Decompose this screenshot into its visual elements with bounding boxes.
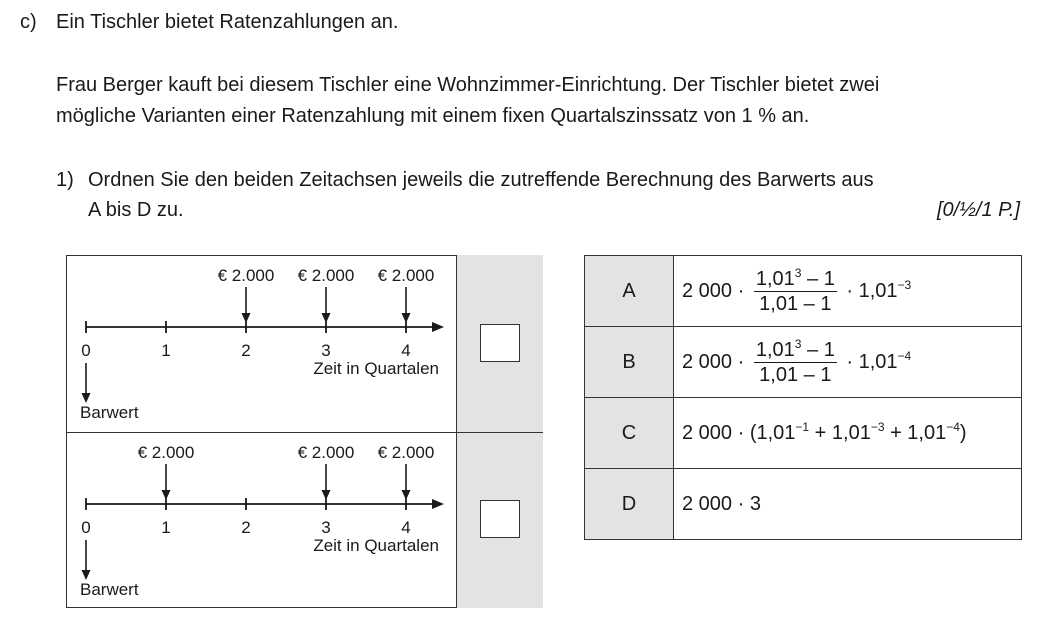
option-letter: A — [585, 256, 674, 327]
exponent: 3 — [794, 265, 802, 280]
option-formula-c — [674, 398, 1022, 469]
answer-checkbox-timeline-2[interactable] — [480, 500, 520, 538]
exponent: 3 — [794, 336, 802, 351]
option-row-d — [585, 469, 1022, 540]
points-indicator: [0/½/1 P.] — [936, 199, 1020, 221]
subtask-number: 1) — [56, 169, 74, 191]
option-formula-d: 2 000 · 3 — [674, 469, 1022, 540]
tick-label: 4 — [401, 518, 411, 537]
exponent: −1 — [795, 419, 810, 434]
timelines-drawing — [66, 255, 456, 608]
down-arrow-icon — [322, 490, 331, 500]
formula-part: 2 000 · (1,01 — [682, 421, 796, 444]
fraction-numerator-rest: – 1 — [801, 338, 835, 361]
formula-tail: · 1,01 — [846, 350, 898, 373]
task-label: c) — [20, 11, 37, 33]
down-arrow-icon — [322, 313, 331, 323]
tick-label: 0 — [81, 341, 91, 360]
fraction-denominator: 1,01 – 1 — [759, 363, 832, 386]
subtask-text-line-1: Ordnen Sie den beiden Zeitachsen jeweils die zutreffende Berechnung des Barwerts aus — [88, 169, 874, 191]
axis-arrow-icon — [432, 499, 444, 509]
payment-label: € 2.000 — [377, 266, 435, 285]
subtask-text-line-2: A bis D zu. — [88, 199, 184, 221]
option-row-a — [585, 256, 1022, 327]
formula-part: + 1,01 — [884, 421, 947, 444]
tick-label: 2 — [241, 518, 251, 537]
formula-base: 2 000 · — [682, 350, 745, 373]
payment-label: € 2.000 — [377, 443, 435, 462]
exponent: −4 — [946, 419, 960, 434]
option-letter: D — [585, 469, 674, 540]
option-row-b — [585, 327, 1022, 398]
intro-text-line-1: Frau Berger kauft bei diesem Tischler eine Wohnzimmer-Einrichtung. Der Tischler bietet zwei — [56, 74, 880, 96]
formula-base: 2 000 · — [682, 279, 745, 302]
exponent: −3 — [870, 419, 885, 434]
intro-text-line-2: mögliche Varianten einer Ratenzahlung mit einem fixen Quartalszinssatz von 1 % an. — [56, 105, 810, 127]
option-letter: B — [585, 327, 674, 398]
tick-label: 1 — [161, 341, 171, 360]
tick-label: 3 — [321, 341, 331, 360]
option-formula-b — [674, 327, 1022, 398]
axis-caption: Zeit in Quartalen — [313, 536, 439, 555]
axis-arrow-icon — [432, 322, 444, 332]
barwert-label: Barwert — [80, 580, 139, 599]
fraction-numerator: 1,01 — [755, 338, 795, 361]
tick-label: 4 — [401, 341, 411, 360]
exponent: −3 — [897, 277, 912, 292]
payment-label: € 2.000 — [297, 443, 355, 462]
option-row-c — [585, 398, 1022, 469]
formula-part: + 1,01 — [809, 421, 871, 444]
fraction-numerator-rest: – 1 — [801, 267, 835, 290]
tick-label: 0 — [81, 518, 91, 537]
option-formula-a — [674, 256, 1022, 327]
down-arrow-icon — [402, 313, 411, 323]
option-letter: C — [585, 398, 674, 469]
down-arrow-icon — [82, 570, 91, 580]
down-arrow-icon — [82, 393, 91, 403]
tick-label: 1 — [161, 518, 171, 537]
answer-checkbox-timeline-1[interactable] — [480, 324, 520, 362]
tick-label: 3 — [321, 518, 331, 537]
formula-fraction — [754, 265, 837, 315]
task-title: Ein Tischler bietet Ratenzahlungen an. — [56, 11, 399, 33]
payment-label: € 2.000 — [217, 266, 275, 285]
payment-label: € 2.000 — [137, 443, 195, 462]
formula-tail: · 1,01 — [846, 279, 898, 302]
barwert-label: Barwert — [80, 403, 139, 422]
exponent: −4 — [897, 348, 912, 363]
tick-label: 2 — [241, 341, 251, 360]
formula-fraction — [754, 336, 837, 386]
down-arrow-icon — [162, 490, 171, 500]
axis-caption: Zeit in Quartalen — [313, 359, 439, 378]
fraction-numerator: 1,01 — [755, 267, 795, 290]
formula-options-table — [584, 255, 1022, 540]
payment-label: € 2.000 — [297, 266, 355, 285]
down-arrow-icon — [242, 313, 251, 323]
down-arrow-icon — [402, 490, 411, 500]
formula-part: ) — [959, 421, 967, 444]
fraction-denominator: 1,01 – 1 — [759, 292, 832, 315]
